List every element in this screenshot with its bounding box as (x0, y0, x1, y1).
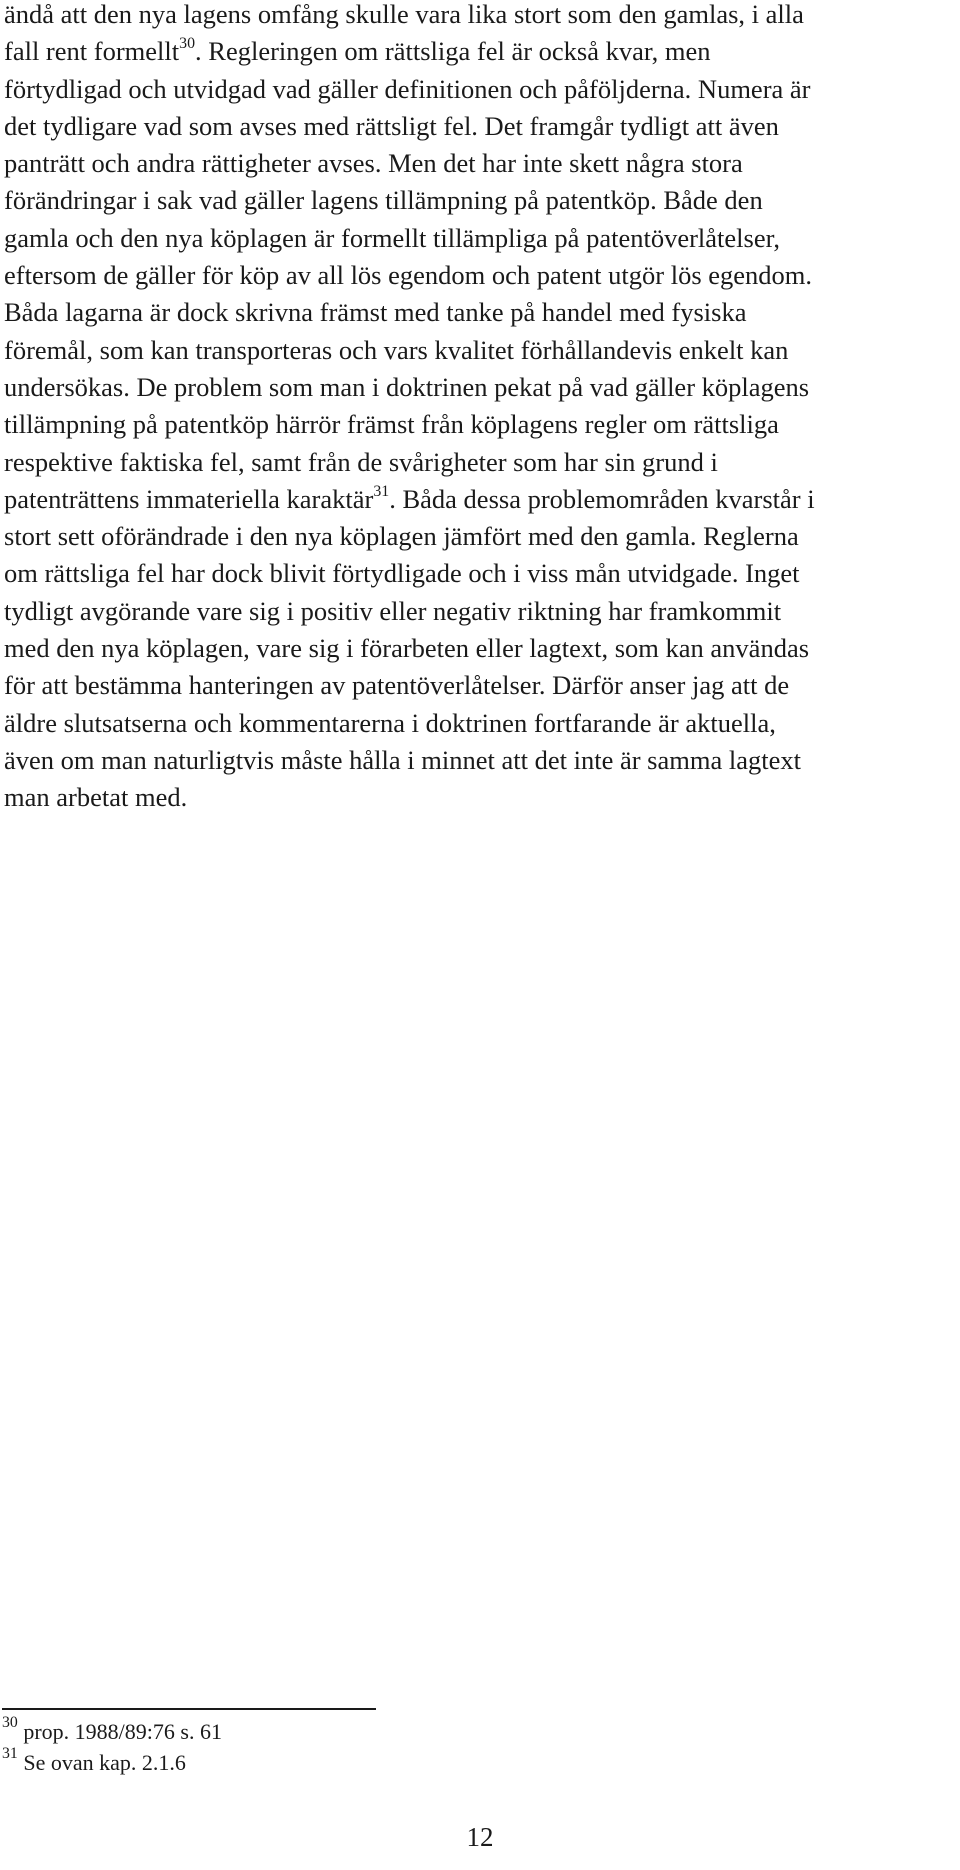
footnote-number: 30 (2, 1713, 18, 1731)
text-line: om rättsliga fel har dock blivit förtydligade och i viss mån utvidgade. Inget (4, 558, 800, 589)
text-line: Båda lagarna är dock skrivna främst med tanke på handel med fysiska (4, 297, 747, 328)
text-line: gamla och den nya köplagen är formellt tillämpliga på patentöverlåtelser, (4, 222, 780, 253)
text-line: äldre slutsatserna och kommentarerna i doktrinen fortfarande är aktuella, (4, 707, 776, 738)
footnote-31 (2, 1744, 702, 1778)
text-line: panträtt och andra rättigheter avses. Men det har inte skett några stora (4, 148, 743, 179)
footnote-number: 31 (2, 1744, 18, 1762)
text-line: undersökas. De problem som man i doktrinen pekat på vad gäller köplagens (4, 371, 810, 402)
text-line: tillämpning på patentköp härrör främst från köplagens regler om rättsliga (4, 409, 779, 440)
text-line: föremål, som kan transporteras och vars kvalitet förhållandevis enkelt kan (4, 334, 789, 365)
text-fragment: . Regleringen om rättsliga fel är också kvar, men (195, 36, 711, 67)
footnote-ref-31[interactable]: 31 (373, 482, 390, 500)
text-line: respektive faktiska fel, samt från de svårigheter som har sin grund i (4, 446, 718, 477)
text-line: det tydligare vad som avses med rättsligt fel. Det framgår tydligt att även (4, 110, 779, 141)
text-line: man arbetat med. (4, 782, 188, 813)
text-fragment: fall rent formellt (4, 36, 180, 67)
text-line: med den nya köplagen, vare sig i förarbeten eller lagtext, som kan användas (4, 633, 810, 664)
text-line: stort sett oförändrade i den nya köplagen jämfört med den gamla. Reglerna (4, 521, 799, 552)
footnote-30 (2, 1713, 702, 1747)
footnote-ref-30[interactable]: 30 (179, 35, 196, 53)
footnote-text: Se ovan kap. 2.1.6 (23, 1750, 186, 1775)
text-line: tydligt avgörande vare sig i positiv eller negativ riktning har framkommit (4, 595, 782, 626)
page-number: 12 (466, 1822, 494, 1852)
text-line (4, 481, 959, 518)
text-line: även om man naturligtvis måste hålla i minnet att det inte är samma lagtext (4, 744, 801, 775)
text-line: förändringar i sak vad gäller lagens tillämpning på patentköp. Både den (4, 185, 763, 216)
body-paragraph (4, 0, 959, 817)
text-line: förtydligad och utvidgad vad gäller definitionen och påföljderna. Numera är (4, 73, 811, 104)
text-fragment: patenträttens immateriella karaktär (4, 483, 374, 514)
footnote-divider (2, 1708, 376, 1710)
text-fragment: . Båda dessa problemområden kvarstår i (389, 483, 815, 514)
text-line: för att bestämma hanteringen av patentöverlåtelser. Därför anser jag att de (4, 670, 790, 701)
text-line: eftersom de gäller för köp av all lös egendom och patent utgör lös egendom. (4, 260, 813, 291)
text-line (4, 33, 959, 70)
footnote-text: prop. 1988/89:76 s. 61 (23, 1719, 222, 1744)
footnotes (2, 1713, 702, 1778)
text-line: ändå att den nya lagens omfång skulle vara lika stort som den gamlas, i alla (4, 0, 804, 29)
